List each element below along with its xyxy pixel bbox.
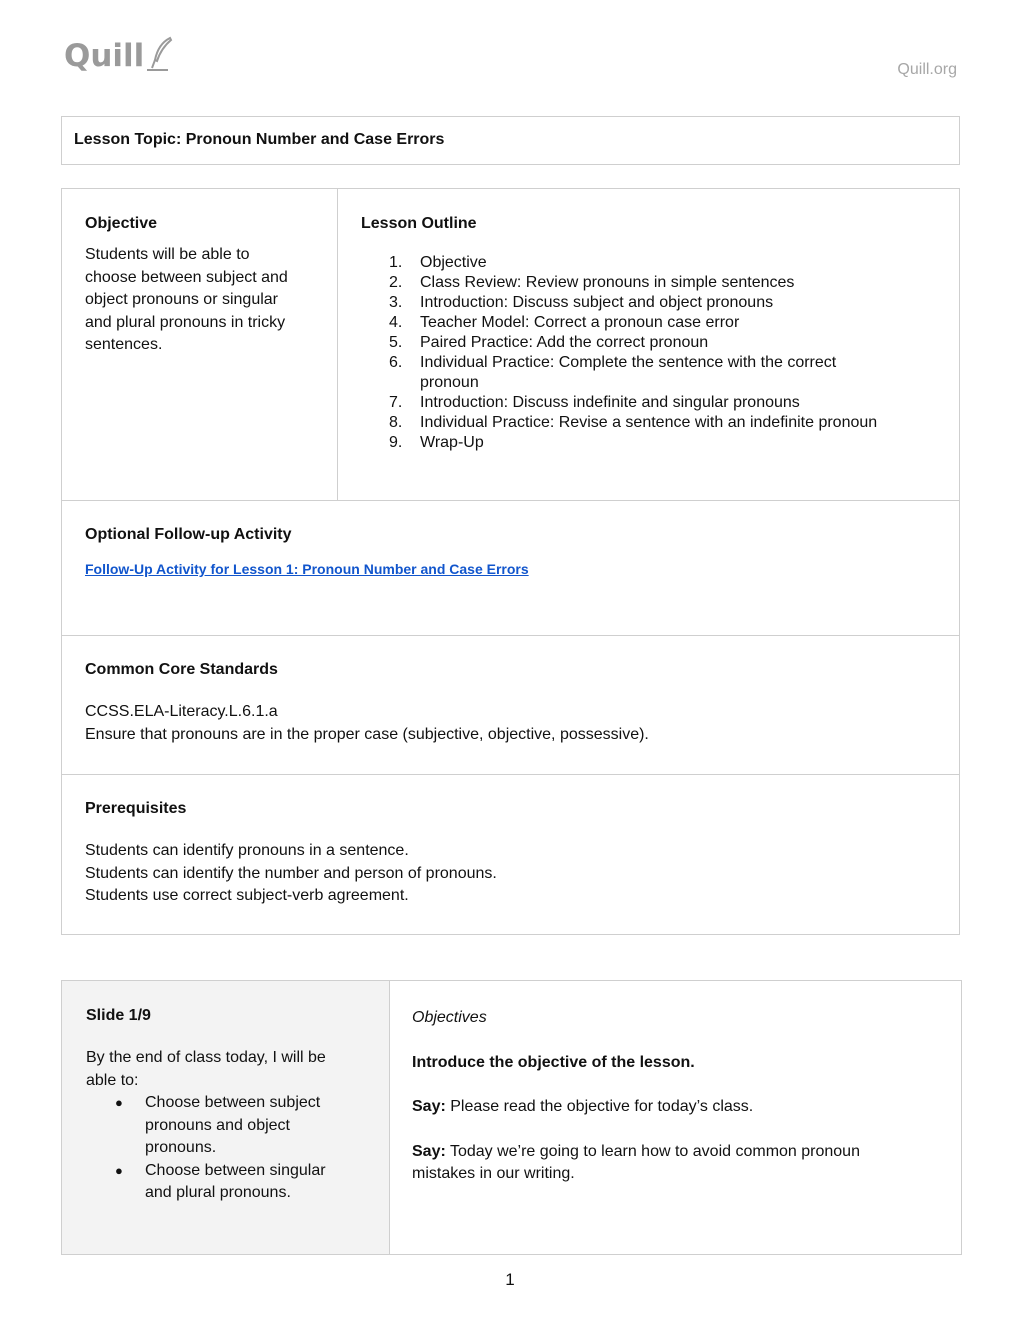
- objective-text: [85, 244, 330, 357]
- followup-cell: [85, 526, 945, 579]
- outline-text: Wrap-Up: [420, 434, 484, 451]
- outline-number: 5.: [389, 334, 403, 351]
- prerequisites-heading: Prerequisites: [85, 800, 187, 817]
- outline-text: pronoun: [420, 374, 479, 391]
- followup-activity-link[interactable]: Follow-Up Activity for Lesson 1: Pronoun Number and Case Errors: [85, 561, 529, 577]
- standards-code: CCSS.ELA-Literacy.L.6.1.a: [85, 703, 278, 720]
- say-line-1: [412, 1096, 942, 1119]
- say-text: Please read the objective for today’s class.: [450, 1098, 754, 1115]
- followup-heading: Optional Follow-up Activity: [85, 526, 292, 543]
- column-divider: [389, 981, 390, 1254]
- outline-heading: Lesson Outline: [361, 215, 477, 232]
- outline-item: [361, 313, 951, 333]
- bullet-line: pronouns.: [145, 1139, 217, 1156]
- outline-item: [361, 393, 951, 413]
- prerequisites-cell: [85, 800, 945, 908]
- outline-number: 6.: [389, 354, 403, 371]
- row-divider: [62, 774, 959, 775]
- outline-number: 3.: [389, 294, 403, 311]
- quill-pen-icon: [146, 36, 174, 72]
- outline-item-continued: [361, 373, 951, 393]
- say-line-2: [412, 1141, 942, 1186]
- say-label: Say:: [412, 1098, 446, 1115]
- notes-title: Objectives: [412, 1009, 487, 1026]
- lesson-topic: Lesson Topic: Pronoun Number and Case Errors: [74, 131, 445, 148]
- outline-cell: [361, 215, 951, 453]
- outline-item: [361, 333, 951, 353]
- outline-list: [361, 253, 951, 453]
- outline-text: Individual Practice: Revise a sentence with an indefinite pronoun: [420, 414, 878, 431]
- slide-content-cell: [86, 1007, 376, 1205]
- site-link[interactable]: Quill.org: [897, 61, 957, 78]
- lesson-topic-box: [61, 116, 960, 165]
- outline-number: 7.: [389, 394, 403, 411]
- outline-number: 9.: [389, 434, 403, 451]
- outline-text: Individual Practice: Complete the sentence with the correct: [420, 354, 837, 371]
- outline-item: [361, 413, 951, 433]
- slide-intro-line: able to:: [86, 1071, 139, 1089]
- prerequisite-line: Students can identify pronouns in a sentence.: [85, 842, 409, 859]
- objective-heading: Objective: [85, 215, 158, 232]
- quill-logo: [64, 36, 174, 72]
- slide-bullets: [86, 1092, 376, 1205]
- objective-line: choose between subject and: [85, 268, 288, 286]
- objective-line: object pronouns or singular: [85, 291, 279, 308]
- outline-text: Objective: [420, 254, 487, 271]
- bullet-dot: ●: [115, 1095, 123, 1110]
- standards-description: Ensure that pronouns are in the proper case (subjective, objective, possessive).: [85, 725, 649, 743]
- bullet-line: and plural pronouns.: [145, 1184, 291, 1201]
- bullet-line: Choose between subject: [145, 1094, 321, 1111]
- outline-item: [361, 273, 951, 293]
- slide-intro-line: By the end of class today, I will be: [86, 1049, 326, 1066]
- outline-text: Paired Practice: Add the correct pronoun: [420, 334, 709, 351]
- outline-text: Class Review: Review pronouns in simple sentences: [420, 274, 795, 291]
- outline-text: Introduction: Discuss subject and object pronouns: [420, 294, 774, 311]
- outline-item: [361, 433, 951, 453]
- objective-cell: [85, 215, 330, 357]
- outline-item: [361, 253, 951, 273]
- row-divider: [62, 635, 959, 636]
- lesson-info-table: [61, 188, 960, 935]
- outline-text: Introduction: Discuss indefinite and singular pronouns: [420, 394, 800, 411]
- logo-text: Quill: [64, 38, 145, 74]
- bullet-line: Choose between singular: [145, 1161, 326, 1179]
- say-text: Today we’re going to learn how to avoid common pronoun: [449, 1142, 860, 1160]
- slide-bullet: [86, 1092, 376, 1160]
- slide-table: [61, 980, 962, 1255]
- outline-number: 2.: [389, 274, 403, 291]
- teacher-notes-cell: [412, 1007, 942, 1186]
- bullet-line: pronouns and object: [145, 1116, 290, 1134]
- objective-line: Students will be able to: [85, 246, 250, 263]
- slide-intro: [86, 1047, 376, 1092]
- slide-bullet: [86, 1160, 376, 1205]
- slide-heading: Slide 1/9: [86, 1007, 151, 1024]
- outline-text: Teacher Model: Correct a pronoun case error: [420, 314, 740, 331]
- outline-number: 8.: [389, 414, 403, 431]
- bullet-dot: ●: [115, 1162, 123, 1178]
- notes-instruction: Introduce the objective of the lesson.: [412, 1053, 695, 1071]
- row-divider: [62, 500, 959, 501]
- prerequisite-line: Students can identify the number and person of pronouns.: [85, 864, 497, 882]
- objective-line: and plural pronouns in tricky: [85, 313, 286, 331]
- outline-number: 1.: [389, 254, 403, 271]
- prerequisite-line: Students use correct subject-verb agreement.: [85, 887, 409, 904]
- outline-item: [361, 353, 951, 373]
- page-number: 1: [505, 1270, 515, 1289]
- outline-item: [361, 293, 951, 313]
- standards-cell: [85, 661, 945, 746]
- standards-heading: Common Core Standards: [85, 661, 278, 678]
- outline-number: 4.: [389, 314, 403, 331]
- say-text: mistakes in our writing.: [412, 1165, 575, 1182]
- objective-line: sentences.: [85, 336, 163, 353]
- column-divider: [337, 189, 338, 500]
- say-label: Say:: [412, 1142, 446, 1160]
